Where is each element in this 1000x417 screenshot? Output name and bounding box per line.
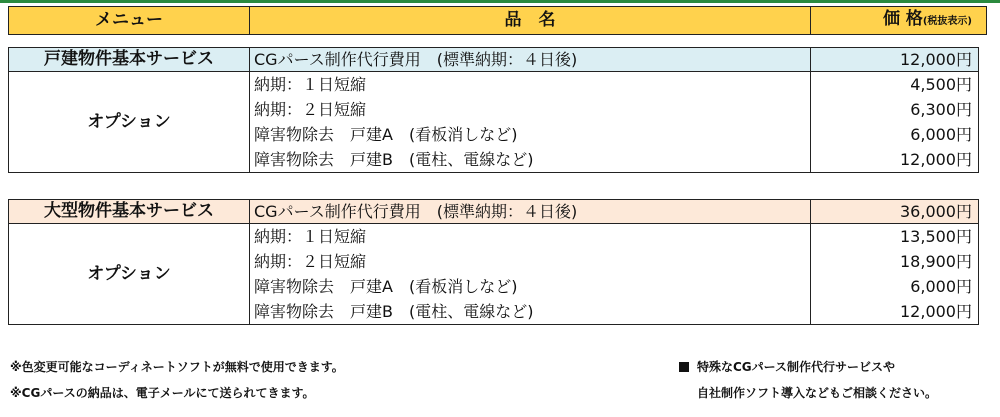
option-item: 障害物除去 戸建A (看板消しなど) [250,274,811,299]
option-item: 納期：１日短縮 [250,224,811,250]
section-title: 大型物件基本サービス [9,200,250,224]
option-price: 12,000円 [811,299,979,325]
option-price: 12,000円 [811,147,979,173]
large-property-service-table [8,199,979,325]
option-label: オプション [9,224,250,325]
top-accent-line [0,0,1000,3]
square-bullet-icon [679,362,689,372]
header-menu: メニュー [9,7,250,35]
option-price: 13,500円 [811,224,979,250]
table-row [9,224,979,250]
option-price: 6,000円 [811,122,979,147]
footnote: ※CGパースの納品は、電子メールにて送られてきます。 [10,386,315,400]
table-row [9,48,979,72]
footnote: ※色変更可能なコーディネートソフトが無料で使用できます。 [10,360,344,374]
base-item: CGパース制作代行費用 (標準納期：４日後) [250,200,811,224]
section-title: 戸建物件基本サービス [9,48,250,72]
header-item-name: 品 名 [250,7,811,35]
table-row [9,200,979,224]
option-item: 障害物除去 戸建B (電柱、電線など) [250,299,811,325]
option-item: 納期：２日短縮 [250,249,811,274]
footnotes [10,354,344,406]
price-table-header [8,6,987,35]
header-price-tax-note: (税抜表示) [922,16,972,27]
header-price [811,7,987,35]
consultation-line-2: 自社制作ソフト導入などもご相談ください。 [697,386,938,400]
base-price: 36,000円 [811,200,979,224]
option-item: 納期：１日短縮 [250,72,811,98]
consultation-line-1: 特殊なCGパース制作代行サービスや [697,360,896,374]
base-item: CGパース制作代行費用 (標準納期：４日後) [250,48,811,72]
option-price: 6,000円 [811,274,979,299]
header-price-label: 価 格 [882,9,923,29]
option-price: 4,500円 [811,72,979,98]
option-item: 障害物除去 戸建A (看板消しなど) [250,122,811,147]
detached-service-table [8,47,979,173]
option-item: 納期：２日短縮 [250,97,811,122]
table-row [9,72,979,98]
option-price: 18,900円 [811,249,979,274]
consultation-note [679,354,937,406]
base-price: 12,000円 [811,48,979,72]
option-price: 6,300円 [811,97,979,122]
option-item: 障害物除去 戸建B (電柱、電線など) [250,147,811,173]
option-label: オプション [9,72,250,173]
